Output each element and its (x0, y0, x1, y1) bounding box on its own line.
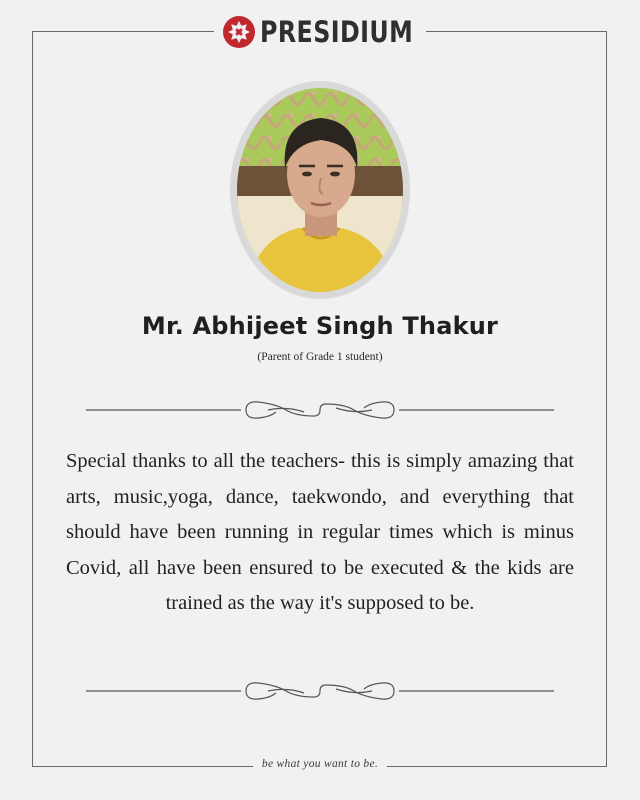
presidium-flower-logo-icon (222, 15, 256, 49)
testimonial-quote: Special thanks to all the teachers- this is simply amazing that arts, music,yoga, dance, taekwondo, and everything that should have been running in regular times which is minus Covid, all have been ensured to be executed & the kids are trained as the way it's supposed to be. (66, 450, 574, 615)
parent-role: (Parent of Grade 1 student) (257, 351, 383, 363)
footer-tagline (0, 758, 640, 770)
brand-name: PRESIDIUM (259, 15, 413, 49)
portrait-frame (230, 81, 410, 299)
parent-portrait-photo (237, 88, 403, 292)
brand-header (0, 12, 640, 52)
parent-name: Mr. Abhijeet Singh Thakur (141, 312, 499, 340)
tagline-text: be what you want to be. (253, 758, 387, 770)
ornamental-divider-top (86, 398, 554, 422)
ornamental-divider-bottom (86, 679, 554, 703)
